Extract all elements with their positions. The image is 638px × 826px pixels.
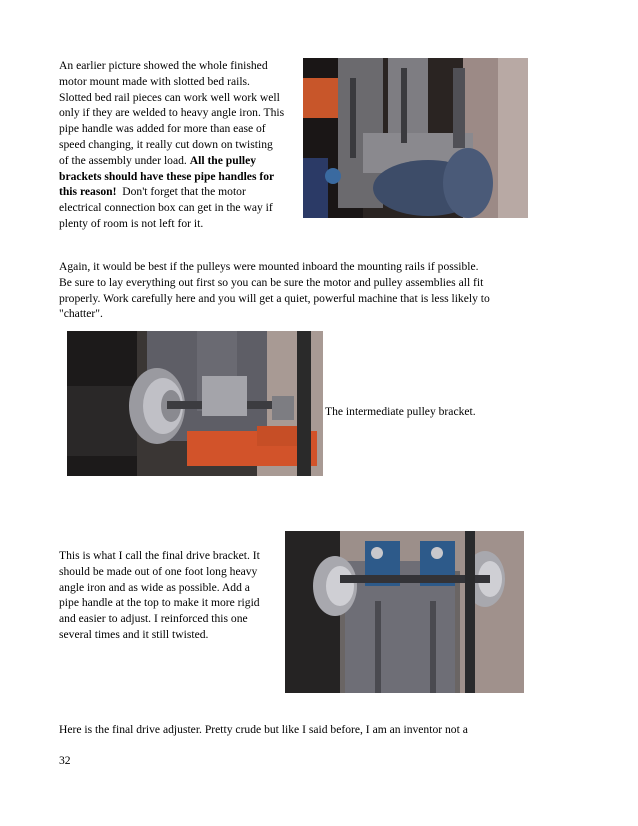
text-line: pipe handle was added for more than ease of bbox=[59, 122, 266, 136]
text-line: properly. Work carefully here and you will get a quiet, powerful machine that is less likely to bbox=[59, 291, 490, 305]
text-span: Don't forget that the motor bbox=[122, 185, 246, 199]
photo-final-drive-bracket bbox=[285, 531, 524, 693]
text-line: and easier to adjust. I reinforced this one bbox=[59, 612, 248, 626]
text-line: electrical connection box can get in the way if bbox=[59, 201, 273, 215]
paragraph-pulleys-inboard bbox=[59, 259, 579, 322]
photo-motor-mount bbox=[303, 58, 528, 218]
text-line: pipe handle at the top to make it more rigid bbox=[59, 596, 260, 610]
paragraph-motor-mount bbox=[59, 58, 299, 232]
paragraph-final-drive-bracket bbox=[59, 548, 289, 643]
text-span: of the assembly under load. bbox=[59, 153, 187, 167]
text-line: An earlier picture showed the whole finished bbox=[59, 59, 268, 72]
bold-text: this reason! bbox=[59, 185, 117, 199]
text-line: should be made out of one foot long heavy bbox=[59, 564, 258, 578]
bold-text: brackets should have these pipe handles for bbox=[59, 169, 275, 183]
text-line: only if they are welded to heavy angle iron. This bbox=[59, 106, 285, 120]
text-line: speed changing, it really cut down on twisting bbox=[59, 137, 273, 151]
text-line: motor mount made with slotted bed rails. bbox=[59, 74, 250, 88]
text-line: Be sure to lay everything out first so you can be sure the motor and pulley assemblies all fit bbox=[59, 275, 484, 289]
text-line: Slotted bed rail pieces can work well work well bbox=[59, 90, 280, 104]
text-line: angle iron and as wide as possible. Add a bbox=[59, 580, 250, 594]
caption-intermediate-pulley: The intermediate pulley bracket. bbox=[325, 405, 476, 418]
photo-intermediate-pulley-bracket bbox=[67, 331, 323, 476]
bold-text: All the pulley bbox=[189, 153, 257, 167]
text-line: This is what I call the final drive bracket. It bbox=[59, 549, 260, 562]
text-line bbox=[59, 169, 299, 185]
text-line bbox=[59, 153, 299, 169]
text-line: several times and it still twisted. bbox=[59, 627, 209, 641]
text-line: Again, it would be best if the pulleys were mounted inboard the mounting rails if possible. bbox=[59, 260, 479, 273]
paragraph-final-drive-adjuster: Here is the final drive adjuster. Pretty crude but like I said before, I am an inventor not a bbox=[59, 723, 468, 736]
page-number: 32 bbox=[59, 754, 71, 767]
text-line bbox=[59, 184, 299, 200]
text-line: "chatter". bbox=[59, 307, 103, 321]
text-line: plenty of room is not left for it. bbox=[59, 216, 204, 230]
